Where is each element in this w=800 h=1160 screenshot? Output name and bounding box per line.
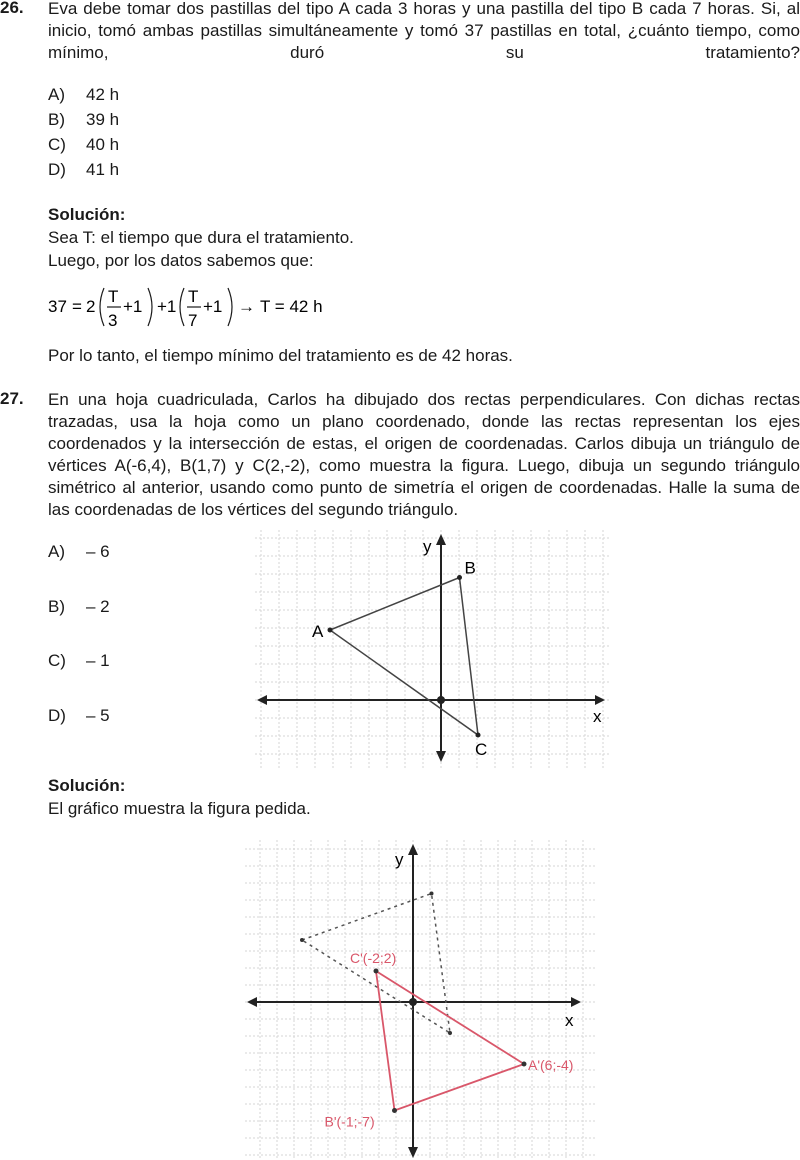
figure-2-reflected-triangle — [245, 840, 595, 1160]
y-axis-arrow-down — [436, 751, 446, 762]
vertex-label-c: C — [475, 740, 488, 759]
fig2-y-label: y — [395, 850, 404, 869]
option-letter: C) — [48, 651, 66, 670]
reflected-label-b: B'(-1;-7) — [324, 1113, 375, 1130]
question-26-text — [48, 0, 800, 64]
option-value: – 1 — [86, 651, 110, 670]
eq-equals: = — [72, 297, 82, 316]
option-value: 39 h — [86, 110, 120, 129]
question-number-26: 26. — [0, 0, 24, 17]
eq-plus-1: +1 — [123, 297, 143, 316]
fig2-x-label: x — [565, 1011, 574, 1030]
reflected-triangle — [376, 971, 524, 1111]
option-value: – 6 — [86, 542, 110, 561]
q26-option-d[interactable] — [48, 159, 119, 181]
option-value: 42 h — [86, 85, 120, 104]
reflected-vertex-dot-1 — [392, 1108, 397, 1113]
q26-solution-title: Solución: — [48, 205, 126, 224]
eq-coef-1: 2 — [86, 297, 96, 316]
original-vertex-dot-2 — [448, 1031, 452, 1035]
option-letter: B) — [48, 597, 65, 616]
q26-conclusion: Por lo tanto, el tiempo mínimo del tratamiento es de 42 horas. — [48, 346, 513, 365]
eq-num-1: T — [108, 287, 119, 306]
option-letter: A) — [48, 542, 65, 561]
option-letter: A) — [48, 85, 65, 104]
q27-option-d[interactable] — [48, 705, 110, 727]
eq-coef-2: +1 — [157, 297, 177, 316]
fig1-y-label: y — [423, 537, 432, 556]
vertex-dot-b — [457, 575, 462, 580]
vertex-label-a: A — [312, 622, 324, 641]
option-letter: C) — [48, 135, 66, 154]
eq-plus-2: +1 — [203, 297, 223, 316]
fig1-x-label: x — [593, 707, 602, 726]
x-axis-arrow-left — [257, 695, 267, 705]
reflected-label-c: C'(-2;2) — [350, 950, 397, 966]
eq-den-2: 7 — [188, 311, 198, 330]
eq-lhs: 37 — [48, 297, 67, 316]
option-value: 40 h — [86, 135, 120, 154]
origin-dot — [437, 696, 445, 704]
eq-paren-close-1 — [148, 288, 152, 326]
question-27-text — [48, 389, 800, 521]
question-number-27: 27. — [0, 389, 24, 408]
option-letter: D) — [48, 160, 66, 179]
q27-solution-title: Solución: — [48, 776, 126, 795]
figure-1-triangle-abc — [255, 530, 610, 770]
q26-option-c[interactable] — [48, 134, 119, 156]
option-value: 41 h — [86, 160, 120, 179]
eq-num-2: T — [188, 287, 199, 306]
eq-paren-open-1 — [100, 288, 104, 326]
eq-den-1: 3 — [108, 311, 118, 330]
eq-result: T = 42 h — [260, 297, 323, 316]
x-axis-arrow-right — [571, 997, 581, 1007]
option-value: – 2 — [86, 597, 110, 616]
q26-option-a[interactable] — [48, 84, 119, 106]
vertex-dot-c — [476, 733, 481, 738]
q26-solution-line-1: Sea T: el tiempo que dura el tratamiento. — [48, 228, 354, 247]
reflected-vertex-dot-2 — [374, 969, 379, 974]
q27-option-c[interactable] — [48, 650, 110, 672]
triangle-abc — [330, 578, 478, 736]
q27-solution-line: El gráfico muestra la figura pedida. — [48, 799, 311, 818]
vertex-dot-a — [328, 628, 333, 633]
reflected-label-a: A'(6;-4) — [528, 1057, 574, 1073]
q26-equation — [48, 282, 368, 332]
vertex-label-b: B — [464, 558, 476, 578]
q27-option-b[interactable] — [48, 596, 110, 618]
question-27-statement: En una hoja cuadriculada, Carlos ha dibujado dos rectas perpendiculares. Con dichas rectas trazadas, usa la hoja como un plano coordenado, donde las rectas representan los ejes coordenados y la intersección de estas, el origen de coordenadas. Carlos dibuja un triángulo de vértices A(-6,4), B(1,7) y C(2,-2), como muestra la figura. Luego, dibuja un segundo triángulo simétrico al anterior, usando como punto de simetría el origen de coordenadas. Halle la suma de las coordenadas de los vértices del segundo triángulo. — [48, 390, 800, 519]
q26-option-b[interactable] — [48, 109, 119, 131]
original-vertex-dot-0 — [300, 938, 304, 942]
option-letter: D) — [48, 706, 66, 725]
eq-paren-open-2 — [180, 288, 184, 326]
question-26-statement: Eva debe tomar dos pastillas del tipo A cada 3 horas y una pastilla del tipo B cada 7 horas. Si, al inicio, tomó ambas pastillas simultáneamente y tomó 37 pastillas en total, ¿cuánto tiempo, como mínimo, duró su tratamiento? — [48, 0, 800, 62]
eq-paren-close-2 — [228, 288, 232, 326]
fig2-axes — [247, 844, 581, 1158]
y-axis-arrow-down — [408, 1147, 418, 1158]
eq-arrow: → — [238, 297, 255, 316]
option-letter: B) — [48, 110, 65, 129]
x-axis-arrow-left — [247, 997, 257, 1007]
option-value: – 5 — [86, 706, 110, 725]
q27-option-a[interactable] — [48, 541, 110, 563]
reflected-vertex-dot-0 — [522, 1062, 527, 1067]
fig2-grid — [245, 840, 595, 1160]
fig1-axes — [257, 534, 605, 762]
y-axis-arrow-up — [436, 534, 446, 545]
origin-dot — [409, 998, 417, 1006]
q26-solution-line-2: Luego, por los datos sabemos que: — [48, 251, 314, 270]
original-vertex-dot-1 — [430, 892, 434, 896]
fig1-grid — [255, 530, 610, 770]
